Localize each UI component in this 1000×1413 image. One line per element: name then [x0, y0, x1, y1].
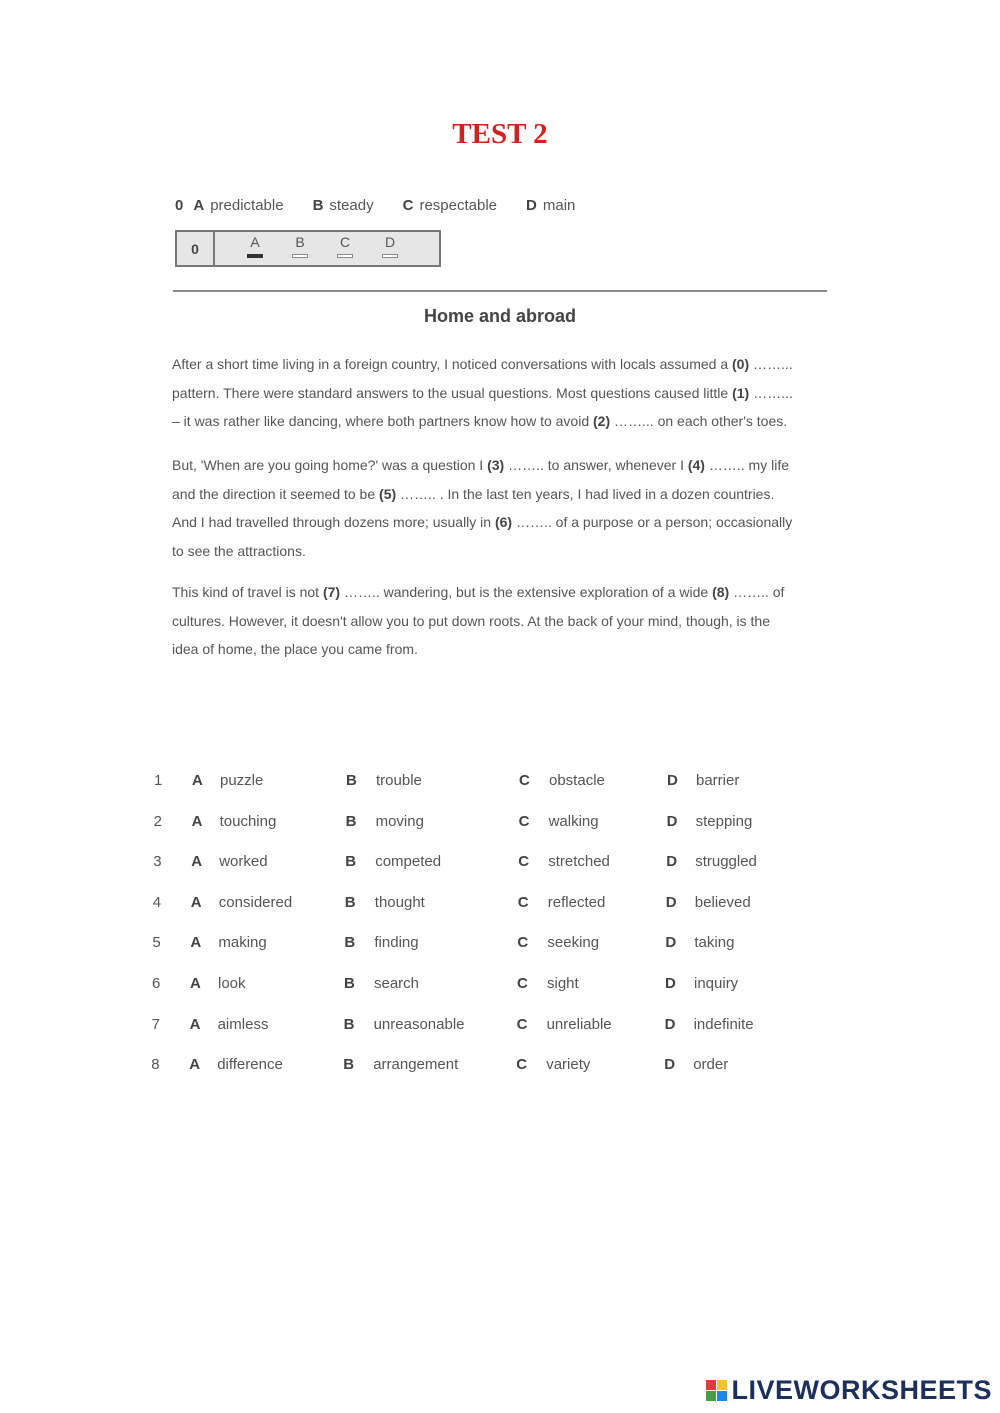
option-text-c: unreliable	[546, 1015, 612, 1033]
option-text-d: taking	[694, 934, 735, 952]
passage-line: pattern. There were standard answers to the usual questions. Most questions caused little (1) ……...	[172, 384, 793, 401]
option-letter-a: A	[190, 893, 202, 911]
passage-line: – it was rather like dancing, where both partners know how to avoid (2) ……... on each other's toes.	[172, 413, 788, 429]
option-text-b: arrangement	[373, 1056, 459, 1074]
gap-number: (7)	[322, 584, 341, 600]
option-text-d: stepping	[695, 812, 753, 830]
option-text-c: obstacle	[549, 772, 605, 789]
option-text-a: worked	[219, 853, 268, 871]
answer-mark-c[interactable]	[337, 254, 353, 258]
option-letter-d: D	[664, 1056, 676, 1074]
passage-paragraph	[172, 578, 832, 664]
option-letter-b: B	[345, 853, 357, 871]
option-letter-c: C	[517, 893, 529, 911]
answer-box-number: 0	[177, 232, 215, 265]
option-text-d: believed	[694, 893, 751, 911]
example-question: 0 A predictable B steady C respectable D main	[175, 197, 576, 214]
option-letter-d: D	[665, 934, 677, 952]
answer-mark-d[interactable]	[382, 254, 398, 258]
option-letter-c: C	[516, 1015, 528, 1033]
brand-name: LIVEWORKSHEETS	[731, 1375, 992, 1405]
passage-line: idea of home, the place you came from.	[172, 641, 418, 657]
question-row	[150, 762, 850, 803]
divider	[173, 290, 827, 292]
option-letter-b: B	[343, 1056, 355, 1074]
page-title: TEST 2	[452, 118, 548, 150]
passage-line: This kind of travel is not (7) …….. wandering, but is the extensive exploration of a wide (8) …….. of	[172, 584, 785, 600]
option-letter-d: D	[666, 853, 678, 871]
answer-mark-b[interactable]	[292, 254, 308, 258]
option-letter-a: A	[192, 772, 203, 789]
passage-line: to see the attractions.	[172, 542, 306, 559]
answer-box-letter-d: D	[384, 234, 396, 250]
option-text-c: walking	[548, 812, 599, 830]
question-row	[150, 1046, 850, 1087]
example-option-b: steady	[329, 197, 374, 214]
option-text-b: thought	[374, 893, 425, 911]
option-text-a: considered	[218, 893, 293, 911]
option-letter-c: C	[516, 1056, 528, 1074]
option-text-d: barrier	[696, 772, 740, 789]
passage-line: cultures. However, it doesn't allow you to put down roots. At the back of your mind, though, is the	[172, 612, 771, 629]
question-number: 3	[153, 853, 162, 871]
question-row	[150, 1006, 850, 1047]
option-letter-c: C	[519, 772, 530, 789]
option-letter-a: A	[191, 853, 203, 871]
option-text-d: indefinite	[693, 1015, 754, 1033]
option-letter-a: A	[190, 974, 201, 992]
option-text-c: reflected	[547, 893, 606, 911]
option-letter-d: D	[665, 974, 676, 992]
answer-box-letter-a: A	[250, 234, 260, 250]
option-letter-c: C	[517, 974, 528, 992]
option-letter-d: D	[667, 772, 678, 789]
option-text-b: finding	[374, 934, 419, 952]
question-number: 8	[151, 1056, 160, 1074]
option-letter-a: A	[189, 1056, 201, 1074]
passage-line: After a short time living in a foreign country, I noticed conversations with locals assumed a (0) ……...	[172, 356, 793, 372]
option-letter-a: A	[191, 812, 203, 830]
question-row	[150, 884, 850, 925]
option-letter-b: B	[344, 974, 355, 992]
gap-number: (0)	[732, 356, 750, 372]
passage-paragraph	[172, 451, 832, 565]
question-number: 5	[152, 934, 161, 952]
option-text-d: order	[693, 1056, 729, 1074]
example-option-d: main	[542, 197, 576, 214]
liveworksheets-logo	[706, 1375, 992, 1406]
answer-box-letter-c: C	[339, 234, 351, 250]
option-text-c: seeking	[547, 934, 600, 952]
example-number: 0	[175, 197, 184, 214]
example-answer-box	[175, 230, 441, 267]
logo-tiles-icon	[706, 1380, 727, 1401]
option-text-a: look	[218, 974, 246, 992]
option-letter-a: A	[190, 934, 202, 952]
gap-number: (8)	[712, 584, 730, 600]
question-number: 7	[151, 1015, 160, 1033]
gap-number: (4)	[687, 457, 705, 473]
gap-number: (1)	[732, 384, 750, 401]
option-text-a: making	[218, 934, 267, 952]
option-letter-c: C	[518, 853, 530, 871]
gap-number: (2)	[593, 413, 611, 429]
option-text-b: competed	[375, 853, 442, 871]
option-letter-b: B	[346, 772, 357, 789]
option-letter-d: D	[666, 812, 678, 830]
option-text-d: inquiry	[694, 974, 739, 992]
option-text-a: aimless	[217, 1015, 269, 1033]
option-text-c: variety	[546, 1056, 591, 1074]
option-text-b: search	[374, 974, 420, 992]
option-text-b: trouble	[376, 772, 422, 789]
question-row	[150, 843, 850, 884]
question-number: 1	[154, 772, 163, 789]
question-row	[150, 924, 850, 965]
option-text-a: difference	[217, 1056, 283, 1074]
gap-number: (6)	[494, 514, 513, 530]
option-text-a: puzzle	[220, 772, 264, 789]
example-option-c: respectable	[419, 197, 498, 214]
option-letter-c: C	[517, 934, 529, 952]
option-letter-b: B	[345, 812, 357, 830]
question-number: 4	[152, 893, 162, 911]
passage-line: and the direction it seemed to be (5) …….. . In the last ten years, I had lived in a dozen countries.	[172, 485, 775, 502]
option-letter-b: B	[344, 934, 356, 952]
gap-number: (3)	[487, 457, 505, 473]
options-table	[150, 762, 850, 1087]
answer-box-letter-b: B	[295, 234, 305, 250]
option-text-b: unreasonable	[373, 1015, 465, 1033]
passage-line: And I had travelled through dozens more; usually in (6) …….. of a purpose or a person; occasionally	[172, 514, 793, 530]
option-letter-d: D	[664, 1015, 676, 1033]
option-letter-b: B	[343, 1015, 355, 1033]
passage-paragraph	[172, 350, 832, 436]
option-letter-d: D	[665, 893, 677, 911]
passage-line: But, 'When are you going home?' was a question I (3) …….. to answer, whenever I (4) …….. my life	[172, 457, 789, 473]
question-row	[150, 803, 850, 844]
question-row	[150, 965, 850, 1006]
example-option-a: predictable	[210, 197, 284, 214]
option-letter-a: A	[189, 1015, 201, 1033]
answer-mark-a[interactable]	[247, 254, 263, 258]
option-text-d: struggled	[695, 853, 757, 871]
option-text-a: touching	[219, 812, 277, 830]
gap-number: (5)	[379, 485, 397, 502]
option-text-c: sight	[547, 974, 579, 992]
option-text-b: moving	[375, 812, 424, 830]
question-number: 6	[152, 974, 161, 992]
option-text-c: stretched	[548, 853, 610, 871]
passage-title: Home and abroad	[423, 306, 577, 326]
option-letter-b: B	[344, 893, 356, 911]
option-letter-c: C	[518, 812, 530, 830]
question-number: 2	[153, 812, 162, 830]
